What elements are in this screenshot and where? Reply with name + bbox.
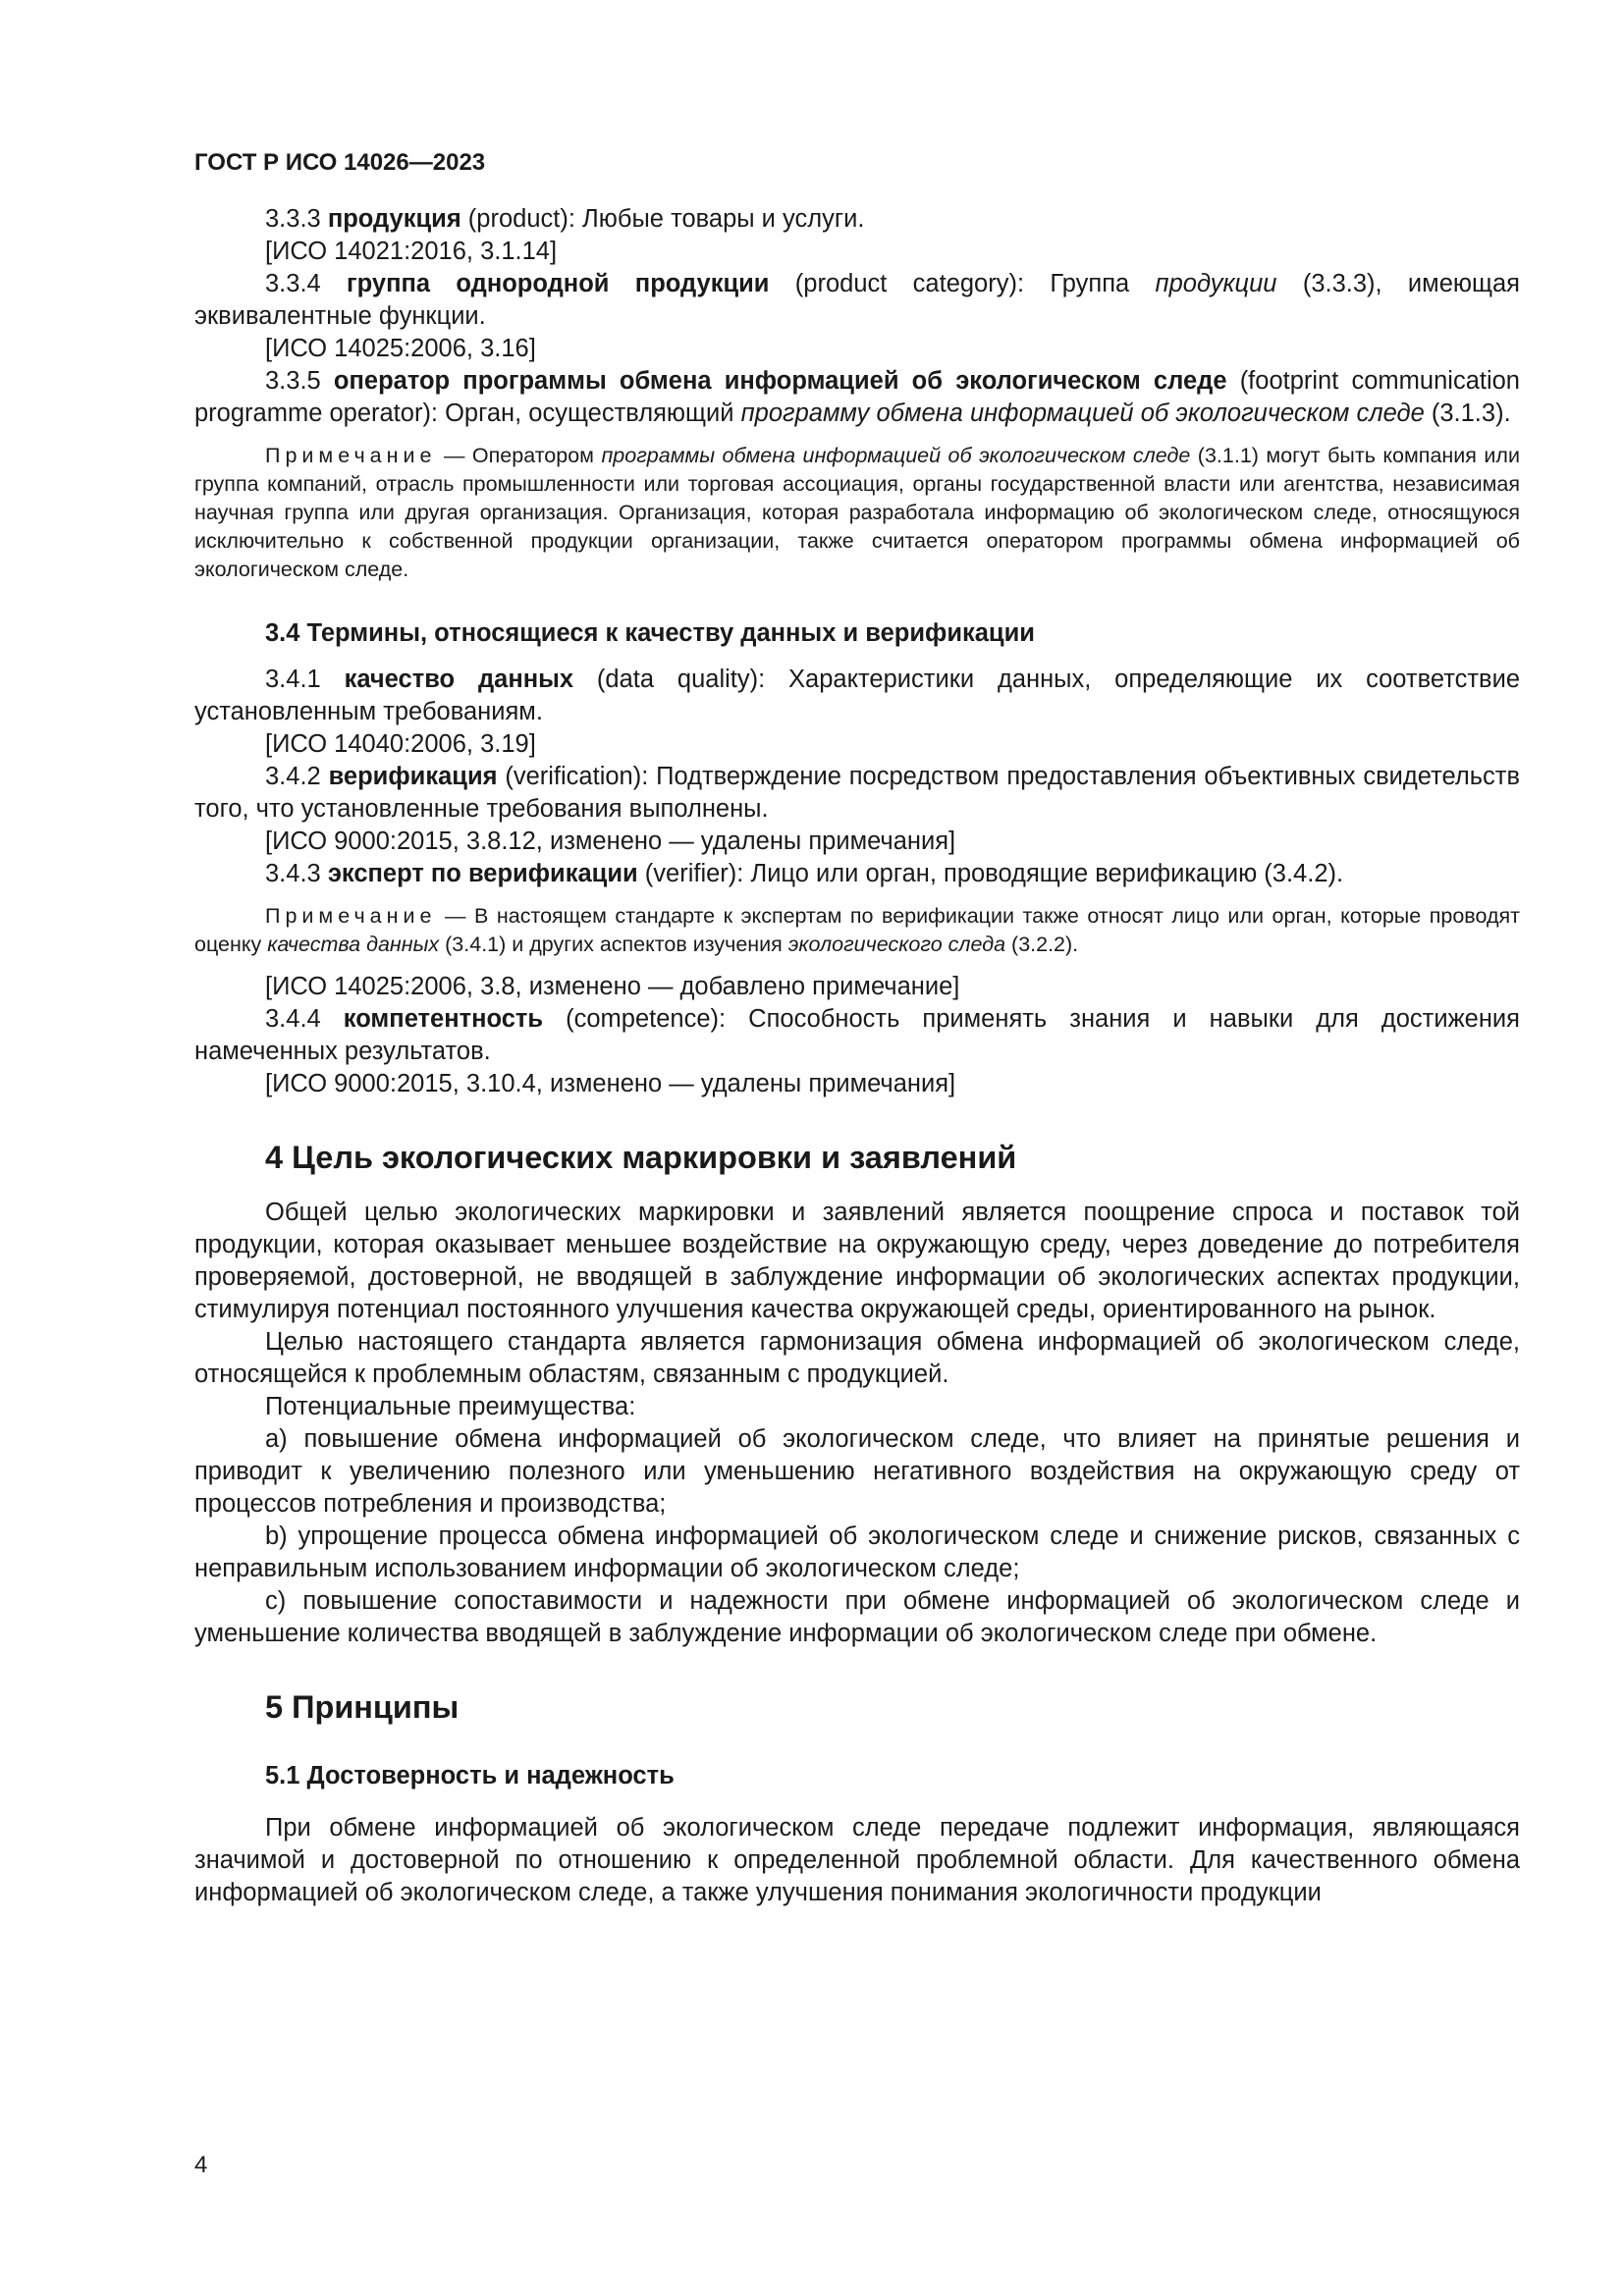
term-name: продукция [327, 205, 461, 233]
term-name: эксперт по верификации [327, 860, 638, 887]
reference: [ИСО 14025:2006, 3.8, изменено — добавлено примечание] [265, 973, 960, 1000]
term-name: качество данных [344, 666, 574, 693]
term-3-3-5: 3.3.5 оператор программы обмена информацией об экологическом следе (footprint communication programme operator): Орган, осуществляющий программу обмена информацией об экологическом следе (3.1.3). [194, 367, 1520, 427]
section-4-paragraph: Общей целью экологических маркировки и заявлений является поощрение спроса и поставок той продукции, которая оказывает меньшее воздействие на окружающую среду, через доведение до потребителя проверяемой, достоверной, не вводящей в заблуждение информации об экологических аспектах продукции, стимулируя потенциал постоянного улучшения качества окружающей среды, ориентированного на рынок. [194, 1199, 1520, 1323]
note-label: Примечание [265, 444, 437, 467]
reference: [ИСО 9000:2015, 3.10.4, изменено — удалены примечания] [265, 1070, 956, 1097]
section-heading-4: 4 Цель экологических маркировки и заявлений [265, 1140, 1017, 1175]
page-number: 4 [194, 2152, 208, 2178]
term-3-3-3: 3.3.3 продукция (product): Любые товары и услуги. [265, 205, 865, 233]
page-body [194, 147, 1520, 1909]
section-heading-5: 5 Принципы [265, 1689, 460, 1725]
note-3-3-5: Примечание — Оператором программы обмена информацией об экологическом следе (3.1.1) могут быть компания или группа компаний, отрасль промышленности или торговая ассоциация, органы государственной власти или агентства, независимая научная группа или другая организация. Организация, которая разработала информацию об экологическом следе, относящуюся исключительно к собственной продукции организации, также считается оператором программы обмена информацией об экологическом следе. [194, 444, 1520, 581]
note-label: Примечание [265, 904, 437, 928]
list-item: с) повышение сопоставимости и надежности при обмене информацией об экологическом следе и уменьшение количества вводящей в заблуждение информации об экологическом следе при обмене. [194, 1587, 1520, 1647]
term-3-4-1: 3.4.1 качество данных (data quality): Характеристики данных, определяющие их соответствие установленным требованиям. [194, 666, 1520, 725]
term-name: оператор программы обмена информацией об экологическом следе [333, 367, 1227, 395]
term-name: компетентность [343, 1005, 544, 1033]
section-4-paragraph: Целью настоящего стандарта является гармонизация обмена информацией об экологическом следе, относящейся к проблемным областям, связанным с продукцией. [194, 1328, 1520, 1388]
section-4-paragraph: Потенциальные преимущества: [265, 1393, 636, 1420]
section-heading-5-1: 5.1 Достоверность и надежность [265, 1762, 675, 1789]
term-name: верификация [328, 763, 498, 790]
term-name: группа однородной продукции [347, 270, 770, 297]
term-3-3-4: 3.3.4 группа однородной продукции (product category): Группа продукции (3.3.3), имеющая эквивалентные функции. [194, 270, 1520, 330]
reference: [ИСО 14040:2006, 3.19] [265, 730, 536, 758]
term-3-4-3: 3.4.3 эксперт по верификации (verifier): Лицо или орган, проводящие верификацию (3.4.2). [265, 860, 1344, 887]
term-3-4-4: 3.4.4 компетентность (competence): Способность применять знания и навыки для достижения намеченных результатов. [194, 1005, 1520, 1065]
reference: [ИСО 9000:2015, 3.8.12, изменено — удалены примечания] [265, 828, 956, 855]
note-3-4-3: Примечание — В настоящем стандарте к экспертам по верификации также относят лицо или орган, которые проводят оценку качества данных (3.4.1) и других аспектов изучения экологического следа (3.2.2). [194, 904, 1520, 956]
section-5-paragraph: При обмене информацией об экологическом следе передаче подлежит информация, являющаяся значимой и достоверной по отношению к определенной проблемной области. Для качественного обмена информацией об экологическом следе, а также улучшения понимания экологичности продукции [194, 1814, 1520, 1906]
document-header: ГОСТ Р ИСО 14026—2023 [194, 149, 486, 176]
list-item: b) упрощение процесса обмена информацией об экологическом следе и снижение рисков, связанных с неправильным использованием информации об экологическом следе; [194, 1522, 1520, 1582]
term-3-4-2: 3.4.2 верификация (verification): Подтверждение посредством предоставления объективных свидетельств того, что установленные требования выполнены. [194, 763, 1520, 823]
reference: [ИСО 14021:2016, 3.1.14] [265, 238, 558, 265]
list-item: а) повышение обмена информацией об экологическом следе, что влияет на принятые решения и приводит к увеличению полезного или уменьшению негативного воздействия на окружающую среду от процессов потребления и производства; [194, 1425, 1520, 1518]
section-heading-3-4: 3.4 Термины, относящиеся к качеству данных и верификации [265, 619, 1035, 647]
reference: [ИСО 14025:2006, 3.16] [265, 335, 536, 362]
